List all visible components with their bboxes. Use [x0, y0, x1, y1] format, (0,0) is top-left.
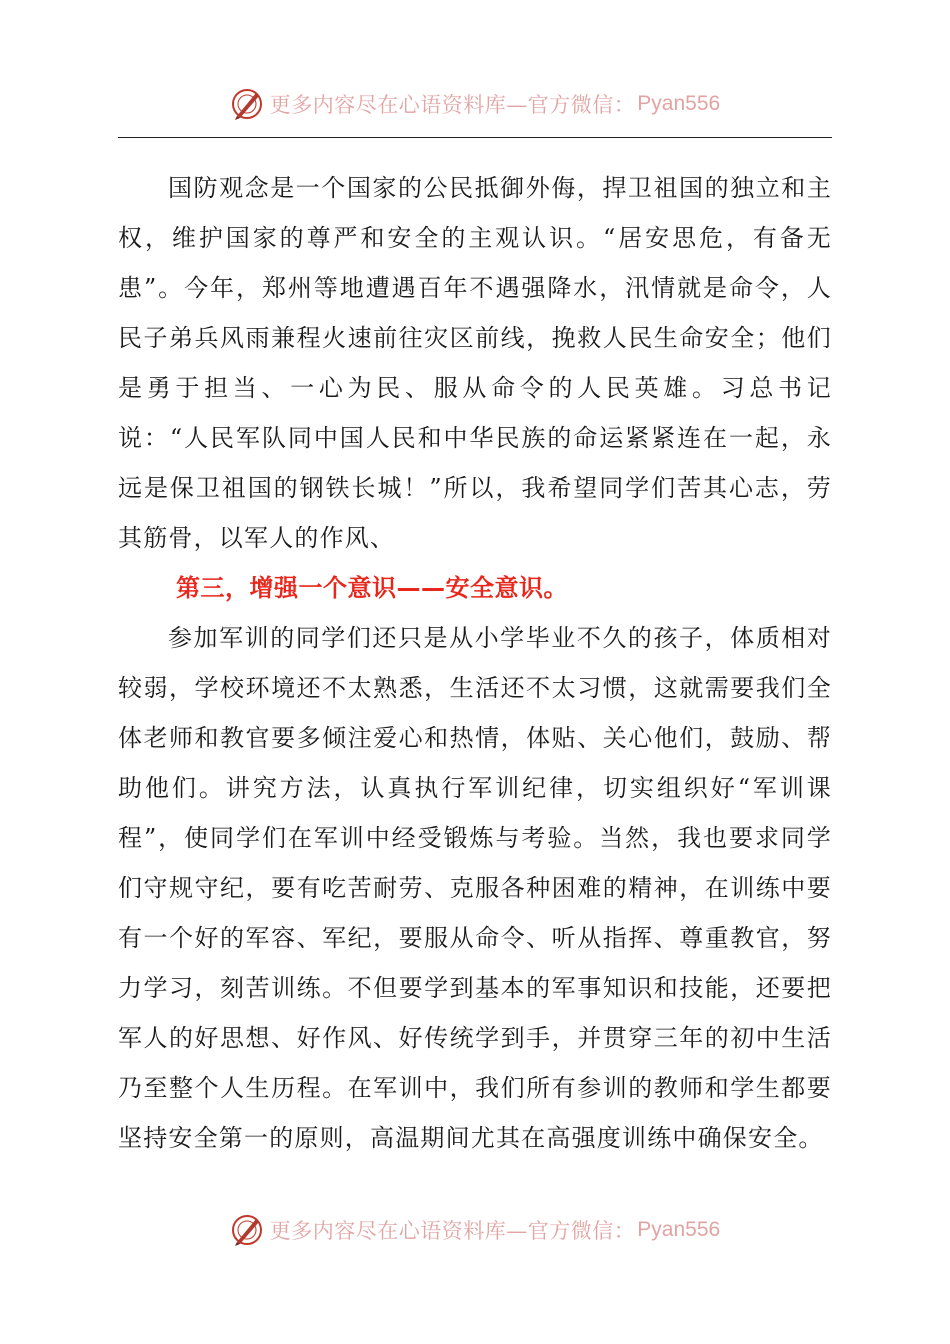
paragraph: 国防观念是一个国家的公民抵御外侮，捍卫祖国的独立和主权，维护国家的尊严和安全的主观认识。“居安思危，有备无患”。今年，郑州等地遭遇百年不遇强降水，汛情就是命令，人民子弟兵风雨兼程火速前往灾区前线，挽救人民生命安全；他们是勇于担当、一心为民、服从命令的人民英雄。习总书记说：“人民军队同中国人民和中华民族的命运紧紧连在一起，永远是保卫祖国的钢铁长城！”所以，我希望同学们苦其心志，劳其筋骨，以军人的作风、	[118, 174, 832, 552]
section-heading: 第三，增强一个意识——安全意识。	[176, 574, 568, 602]
header-watermark	[0, 84, 950, 124]
footer-watermark	[0, 1210, 950, 1250]
paragraph: 参加军训的同学们还只是从小学毕业不久的孩子，体质相对较弱，学校环境还不太熟悉，生活还不太习惯，这就需要我们全体老师和教官要多倾注爱心和热情，体贴、关心他们，鼓励、帮助他们。讲究方法，认真执行军训纪律，切实组织好“军训课程”，使同学们在军训中经受锻炼与考验。当然，我也要求同学们守规守纪，要有吃苦耐劳、克服各种困难的精神，在训练中要有一个好的军容、军纪，要服从命令、听从指挥、尊重教官，努力学习，刻苦训练。不但要学到基本的军事知识和技能，还要把军人的好思想、好作风、好传统学到手，并贯穿三年的初中生活乃至整个人生历程。在军训中，我们所有参训的教师和学生都要坚持安全第一的原则，高温期间尤其在高强度训练中确保安全。	[118, 624, 832, 1152]
pen-logo-icon	[230, 1213, 264, 1247]
watermark-text: 更多内容尽在心语资料库—官方微信：	[269, 93, 636, 117]
pen-logo-icon	[230, 87, 264, 121]
watermark-wechat-id: Pyan556	[637, 1218, 721, 1241]
watermark-text: 更多内容尽在心语资料库—官方微信：	[269, 1219, 636, 1243]
watermark-wechat-id: Pyan556	[637, 92, 721, 115]
header-divider	[118, 137, 832, 138]
document-body	[118, 163, 832, 1163]
